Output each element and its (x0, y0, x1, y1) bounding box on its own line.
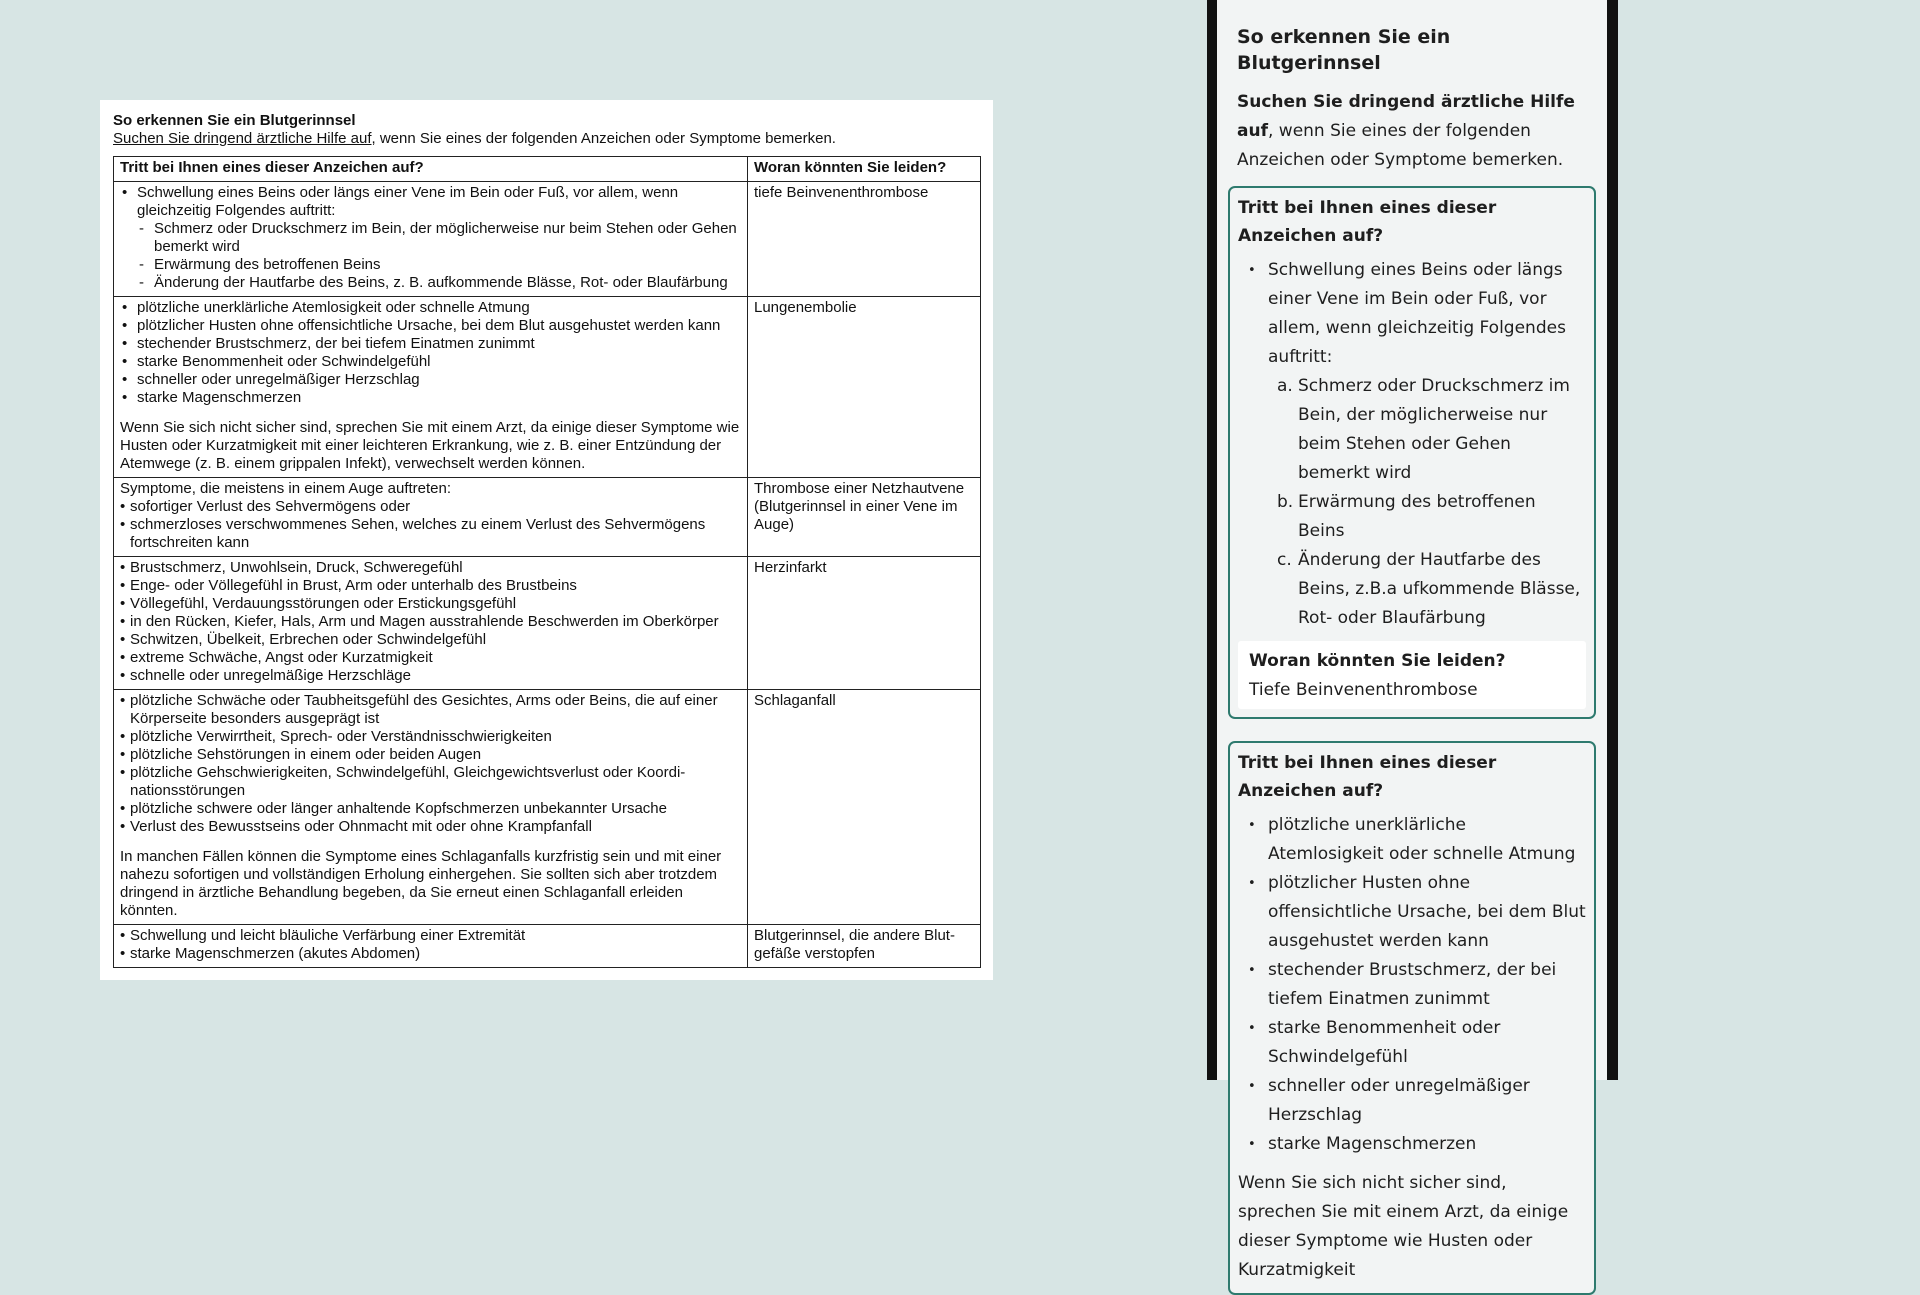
mobile-frame (1207, 0, 1618, 1280)
symptom-list (120, 927, 740, 963)
sub-list (137, 220, 740, 292)
list-item: • Brustschmerz, Unwohlsein, Druck, Schweregefühl (120, 559, 740, 577)
card-symptom-list (1238, 256, 1586, 633)
list-item (1268, 488, 1586, 546)
list-item: • plötzliche unerklärliche Atemlosigkeit oder schnelle Atmung (1238, 811, 1586, 869)
list-marker: b. (1277, 492, 1294, 512)
condition-cell: Blutgerinnsel, die andere Blutgefäße verstopfen (748, 925, 981, 968)
list-item: • starke Benommenheit oder Schwindelgefühl (120, 353, 740, 371)
table-header-row (114, 157, 981, 182)
header-symptoms: Tritt bei Ihnen eines dieser Anzeichen auf? (114, 157, 748, 182)
list-item: - Erwärmung des betroffenen Beins (137, 256, 740, 274)
list-item: • plötzlicher Husten ohne offensichtliche Ursache, bei dem Blut ausgehustet werden kann (1238, 869, 1586, 956)
symptom-table (113, 156, 981, 968)
table-row (114, 297, 981, 478)
symptom-card (1228, 186, 1596, 719)
list-item: • schmerzloses verschwommenes Sehen, welches zu einem Verlust des Sehvermögens fortschreiten kann (120, 516, 740, 552)
list-item: • schnelle oder unregelmäßige Herzschläge (120, 667, 740, 685)
symptom-list (120, 184, 740, 292)
symptom-text: Schwellung eines Beins oder längs einer Vene im Bein oder Fuß, vor allem, wenn gleichzeitig Folgendes auftritt: (1268, 260, 1566, 367)
list-item: • plötzliche unerklärliche Atemlosigkeit oder schnelle Atmung (120, 299, 740, 317)
cell-note: In manchen Fällen können die Symptome eines Schlaganfalls kurzfristig sein und mit einer nahezu sofortigen und vollständigen Erholung einhergehen. Sie sollten sich aber trotzdem dringend in ärztliche Behandlung begeben, da Sie erneut einen Schlaganfall erleiden könnten. (120, 848, 722, 919)
list-marker: c. (1277, 550, 1292, 570)
card-symptom-list (1238, 811, 1586, 1159)
mobile-screen[interactable] (1217, 0, 1607, 1280)
list-item (120, 184, 740, 292)
list-item: • plötzliche Verwirrtheit, Sprech- oder Verständnisschwierigkeiten (120, 728, 740, 746)
symptoms-cell (114, 925, 748, 968)
card-heading: Tritt bei Ihnen eines dieser Anzeichen auf? (1238, 753, 1497, 801)
cell-note: Wenn Sie sich nicht sicher sind, sprechen Sie mit einem Arzt, da einige dieser Symptome wie Husten oder Kurzatmigkeit mit einer leichteren Erkrankung, wie z. B. einer Entzündung der Atemwege (z. B. einem grippalen Infekt), verwechselt werden können. (120, 419, 740, 472)
list-item: • Schwellung und leicht bläuliche Verfärbung einer Extremität (120, 927, 740, 945)
sub-text: Änderung der Hautfarbe des Beins, z.B.a ufkommende Blässe, Rot- oder Blaufärbung (1298, 550, 1581, 628)
list-item (1268, 546, 1586, 633)
list-item: • plötzlicher Husten ohne offensichtliche Ursache, bei dem Blut ausgehustet werden kann (120, 317, 740, 335)
mobile-title: So erkennen Sie ein Blutgerinnsel (1237, 26, 1451, 74)
table-row (114, 478, 981, 557)
symptoms-cell (114, 690, 748, 925)
list-item: • stechender Brustschmerz, der bei tiefem Einatmen zunimmt (120, 335, 740, 353)
list-item: • plötzliche Schwäche oder Taubheitsgefühl des Gesichtes, Arms oder Beins, die auf einer Körperseite besonders ausgeprägt ist (120, 692, 740, 728)
table-row (114, 557, 981, 690)
list-item: • Enge- oder Völlegefühl in Brust, Arm oder unterhalb des Brustbeins (120, 577, 740, 595)
condition-cell: Lungenembolie (748, 297, 981, 478)
symptoms-cell (114, 557, 748, 690)
mobile-intro (1237, 88, 1596, 175)
sub-text: Schmerz oder Druckschmerz im Bein, der möglicherweise nur beim Stehen oder Gehen bemerkt wird (1298, 376, 1570, 483)
list-item: - Änderung der Hautfarbe des Beins, z. B. aufkommende Blässe, Rot- oder Blaufärbung (137, 274, 740, 292)
condition-cell: Thrombose einer Netzhautvene (Blutgerinnsel in einer Vene im Auge) (748, 478, 981, 557)
symptom-list (120, 692, 740, 836)
symptom-card (1228, 741, 1596, 1295)
list-item: • extreme Schwäche, Angst oder Kurzatmigkeit (120, 649, 740, 667)
list-item: - Schmerz oder Druckschmerz im Bein, der möglicherweise nur beim Stehen oder Gehen bemerkt wird (137, 220, 740, 256)
symptom-list (120, 299, 740, 407)
symptom-list (120, 498, 740, 552)
list-marker: a. (1277, 376, 1293, 396)
condition-cell: Schlaganfall (748, 690, 981, 925)
list-item: • plötzliche schwere oder länger anhaltende Kopfschmerzen unbekannter Ursache (120, 800, 740, 818)
list-item (1268, 372, 1586, 488)
card-heading: Tritt bei Ihnen eines dieser Anzeichen auf? (1238, 198, 1497, 246)
condition-cell: Herzinfarkt (748, 557, 981, 690)
symptoms-cell (114, 297, 748, 478)
table-row (114, 182, 981, 297)
list-item: • Schwitzen, Übelkeit, Erbrechen oder Schwindelgefühl (120, 631, 740, 649)
header-condition: Woran könnten Sie leiden? (748, 157, 981, 182)
sub-text: Erwärmung des betroffenen Beins (1298, 492, 1536, 541)
table-row (114, 690, 981, 925)
doc-title: So erkennen Sie ein Blutgerinnsel (113, 112, 356, 129)
condition-cell: tiefe Beinvenenthrombose (748, 182, 981, 297)
list-item: • schneller oder unregelmäßiger Herzschlag (1238, 1072, 1586, 1130)
cell-intro: Symptome, die meistens in einem Auge auftreten: (120, 480, 452, 497)
list-item: • starke Magenschmerzen (1238, 1130, 1586, 1159)
symptom-list (120, 559, 740, 685)
symptoms-cell (114, 182, 748, 297)
list-item (1238, 256, 1586, 633)
table-row (114, 925, 981, 968)
list-item: • starke Magenschmerzen (120, 389, 740, 407)
symptoms-cell (114, 478, 748, 557)
doc-intro-rest: , wenn Sie eines der folgenden Anzeichen oder Symptome bemerken. (371, 130, 836, 147)
sub-list (1268, 372, 1586, 633)
answer-value: Tiefe Beinvenenthrombose (1249, 680, 1478, 700)
list-item: • schneller oder unregelmäßiger Herzschlag (120, 371, 740, 389)
list-item: • sofortiger Verlust des Sehvermögens oder (120, 498, 740, 516)
list-item: • in den Rücken, Kiefer, Hals, Arm und Magen ausstrahlende Beschwerden im Oberkörper (120, 613, 740, 631)
list-item: • starke Benommenheit oder Schwindelgefühl (1238, 1014, 1586, 1072)
list-item: • starke Magenschmerzen (akutes Abdomen) (120, 945, 740, 963)
answer-box (1238, 641, 1586, 709)
list-item: • stechender Brustschmerz, der bei tiefem Einatmen zunimmt (1238, 956, 1586, 1014)
list-item: • plötzliche Sehstörungen in einem oder beiden Augen (120, 746, 740, 764)
mobile-intro-rest: , wenn Sie eines der folgenden Anzeichen oder Symptome bemerken. (1237, 121, 1564, 170)
doc-intro-link[interactable]: Suchen Sie dringend ärztliche Hilfe auf (113, 130, 372, 147)
doc-intro (113, 130, 981, 148)
document-scan (100, 100, 993, 980)
answer-heading: Woran könnten Sie leiden? (1249, 651, 1506, 671)
mobile-intro-bold: Suchen Sie dringend ärztliche Hilfe auf (1237, 92, 1575, 141)
card-note: Wenn Sie sich nicht sicher sind, sprechen Sie mit einem Arzt, da einige dieser Symptome wie Husten oder Kurzatmigkeit (1238, 1173, 1569, 1280)
list-item: • Verlust des Bewusstseins oder Ohnmacht mit oder ohne Krampfanfall (120, 818, 740, 836)
list-item: • plötzliche Gehschwierigkeiten, Schwindelgefühl, Gleichgewichtsverlust oder Koordinationsstörungen (120, 764, 740, 800)
list-item: • Völlegefühl, Verdauungsstörungen oder Erstickungsgefühl (120, 595, 740, 613)
symptom-text: Schwellung eines Beins oder längs einer Vene im Bein oder Fuß, vor allem, wenn gleichzeitig Folgendes auftritt: (137, 184, 679, 219)
